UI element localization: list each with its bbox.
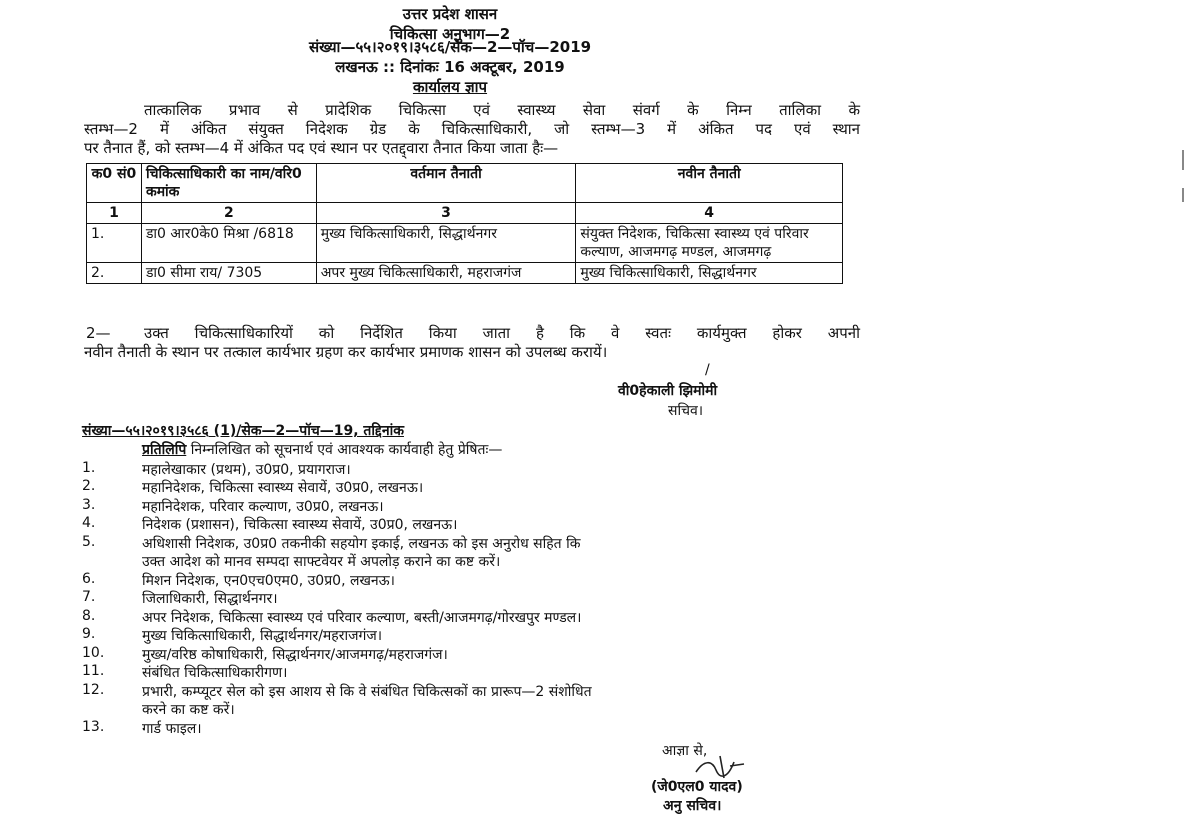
item-text: गार्ड फाइल। bbox=[142, 721, 202, 737]
scan-edge-mark bbox=[1182, 188, 1184, 202]
copy-intro bbox=[142, 440, 502, 459]
item-text: महानिदेशक, परिवार कल्याण, उ0प्र0, लखनऊ। bbox=[142, 499, 384, 515]
place-date: लखनऊ :: दिनांकः 16 अक्टूबर, 2019 bbox=[335, 58, 565, 76]
item-text: अपर निदेशक, चिकित्सा स्वास्थ्य एवं परिवार कल्याण, बस्ती/आजमगढ़/गोरखपुर मण्डल। bbox=[142, 610, 582, 626]
col-number: 1 bbox=[87, 203, 142, 224]
item-text: मुख्य चिकित्साधिकारी, सिद्धार्थनगर/महराजगंज। bbox=[142, 628, 383, 644]
signature-mark: / bbox=[705, 362, 710, 378]
row-officer-name: डा0 सीमा राय/ 7305 bbox=[141, 263, 316, 284]
intro-line-1: तात्कालिक प्रभाव से प्रादेशिक चिकित्सा एवं स्वास्थ्य सेवा संवर्ग के निम्न तालिका के bbox=[144, 101, 860, 119]
item-number: 8. bbox=[82, 608, 96, 624]
section-heading: चिकित्सा अनुभाग—2 bbox=[389, 25, 511, 43]
intro-line-2: स्तम्भ—2 में अंकित संयुक्त निदेशक ग्रेड के चिकित्साधिकारी, जो स्तम्भ—3 में अंकित पद एवं स्थान bbox=[84, 120, 860, 138]
para2-number: 2— bbox=[86, 324, 111, 342]
copy-number: संख्या—५५।२०१९।३५८६ (1)/सेक—2—पॉच—19, तद्दिनांक bbox=[82, 423, 404, 439]
col-number: 2 bbox=[141, 203, 316, 224]
row-current-posting: मुख्य चिकित्साधिकारी, सिद्धार्थनगर bbox=[316, 224, 576, 263]
item-text: मिशन निदेशक, एन0एच0एम0, उ0प्र0, लखनऊ। bbox=[142, 573, 395, 589]
item-number: 10. bbox=[82, 645, 105, 661]
memo-title: कार्यालय ज्ञाप bbox=[412, 78, 488, 96]
copy-intro-text: निम्नलिखित को सूचनार्थ एवं आवश्यक कार्यवाही हेतु प्रेषितः— bbox=[186, 442, 503, 458]
memo-number: संख्या—५५।२०१९।३५८६/सेक—2—पॉच—2019 bbox=[308, 38, 592, 56]
row-current-posting: अपर मुख्य चिकित्साधिकारी, महराजगंज bbox=[316, 263, 576, 284]
item-number: 4. bbox=[82, 515, 96, 531]
item-number: 9. bbox=[82, 626, 96, 642]
item-text: निदेशक (प्रशासन), चिकित्सा स्वास्थ्य सेवायें, उ0प्र0, लखनऊ। bbox=[142, 517, 458, 533]
item-number: 2. bbox=[82, 478, 96, 494]
col-number: 3 bbox=[316, 203, 576, 224]
item-text: महानिदेशक, चिकित्सा स्वास्थ्य सेवायें, उ0प्र0, लखनऊ। bbox=[142, 480, 424, 496]
header-new-posting: नवीन तैनाती bbox=[576, 164, 843, 203]
table-row bbox=[87, 263, 843, 284]
signatory2-designation: अनु सचिव। bbox=[663, 798, 722, 814]
copy-intro-label: प्रतिलिपि bbox=[142, 442, 187, 458]
item-text: अधिशासी निदेशक, उ0प्र0 तकनीकी सहयोग इकाई, लखनऊ को इस अनुरोध सहित कि bbox=[142, 536, 581, 552]
item-text: महालेखाकार (प्रथम), उ0प्र0, प्रयागराज। bbox=[142, 462, 351, 478]
govt-heading: उत्तर प्रदेश शासन bbox=[402, 5, 498, 23]
para2-line-1: उक्त चिकित्साधिकारियों को निर्देशित किया जाता है कि वे स्वतः कार्यमुक्त होकर अपनी bbox=[144, 324, 860, 342]
item-number: 7. bbox=[82, 589, 96, 605]
item-number: 6. bbox=[82, 571, 96, 587]
item-number: 11. bbox=[82, 663, 105, 679]
item-text: संबंधित चिकित्साधिकारीगण। bbox=[142, 665, 288, 681]
col-number: 4 bbox=[576, 203, 843, 224]
item-text-continued: उक्त आदेश को मानव सम्पदा साफ्टवेयर में अपलोड़ कराने का कष्ट करें। bbox=[142, 554, 501, 570]
signatory1-designation: सचिव। bbox=[668, 403, 704, 419]
row-new-posting: संयुक्त निदेशक, चिकित्सा स्वास्थ्य एवं परिवार कल्याण, आजमगढ़ मण्डल, आजमगढ़ bbox=[576, 224, 843, 263]
item-number: 12. bbox=[82, 682, 105, 698]
item-text-continued: करने का कष्ट करें। bbox=[142, 702, 235, 718]
item-text: जिलाधिकारी, सिद्धार्थनगर। bbox=[142, 591, 278, 607]
signatory1-name: वी0हेकाली झिमोमी bbox=[618, 383, 718, 399]
header-sno: क0 सं0 bbox=[87, 164, 142, 203]
para2-line-2: नवीन तैनाती के स्थान पर तत्काल कार्यभार ग्रहण कर कार्यभार प्रमाणक शासन को उपलब्ध करायें। bbox=[84, 343, 608, 361]
intro-paragraph bbox=[84, 101, 860, 158]
row-sno: 2. bbox=[87, 263, 142, 284]
header-name: चिकित्साधिकारी का नाम/वरि0 कमांक bbox=[141, 164, 316, 203]
by-order: आज्ञा से, bbox=[662, 743, 708, 759]
table-header-row bbox=[87, 164, 843, 203]
intro-line-3: पर तैनात हैं, को स्तम्भ—4 में अंकित पद एवं स्थान पर एतद्द्वारा तैनात किया जाता हैः— bbox=[84, 139, 559, 157]
item-number: 5. bbox=[82, 534, 96, 550]
item-text: प्रभारी, कम्प्यूटर सेल को इस आशय से कि वे संबंधित चिकित्सकों का प्रारूप—2 संशोधित bbox=[142, 684, 592, 700]
row-new-posting: मुख्य चिकित्साधिकारी, सिद्धार्थनगर bbox=[576, 263, 843, 284]
item-number: 1. bbox=[82, 460, 96, 476]
item-text: मुख्य/वरिष्ठ कोषाधिकारी, सिद्धार्थनगर/आजमगढ़/महराजगंज। bbox=[142, 647, 448, 663]
header-current-posting: वर्तमान तैनाती bbox=[316, 164, 576, 203]
row-sno: 1. bbox=[87, 224, 142, 263]
row-officer-name: डा0 आर0के0 मिश्रा /6818 bbox=[141, 224, 316, 263]
item-number: 3. bbox=[82, 497, 96, 513]
scan-edge-mark bbox=[1182, 150, 1184, 170]
signatory2-name: (जे0एल0 यादव) bbox=[651, 779, 743, 795]
para2 bbox=[84, 324, 860, 362]
table-row bbox=[87, 224, 843, 263]
posting-table bbox=[86, 163, 843, 284]
table-column-number-row bbox=[87, 203, 843, 224]
item-number: 13. bbox=[82, 719, 105, 735]
